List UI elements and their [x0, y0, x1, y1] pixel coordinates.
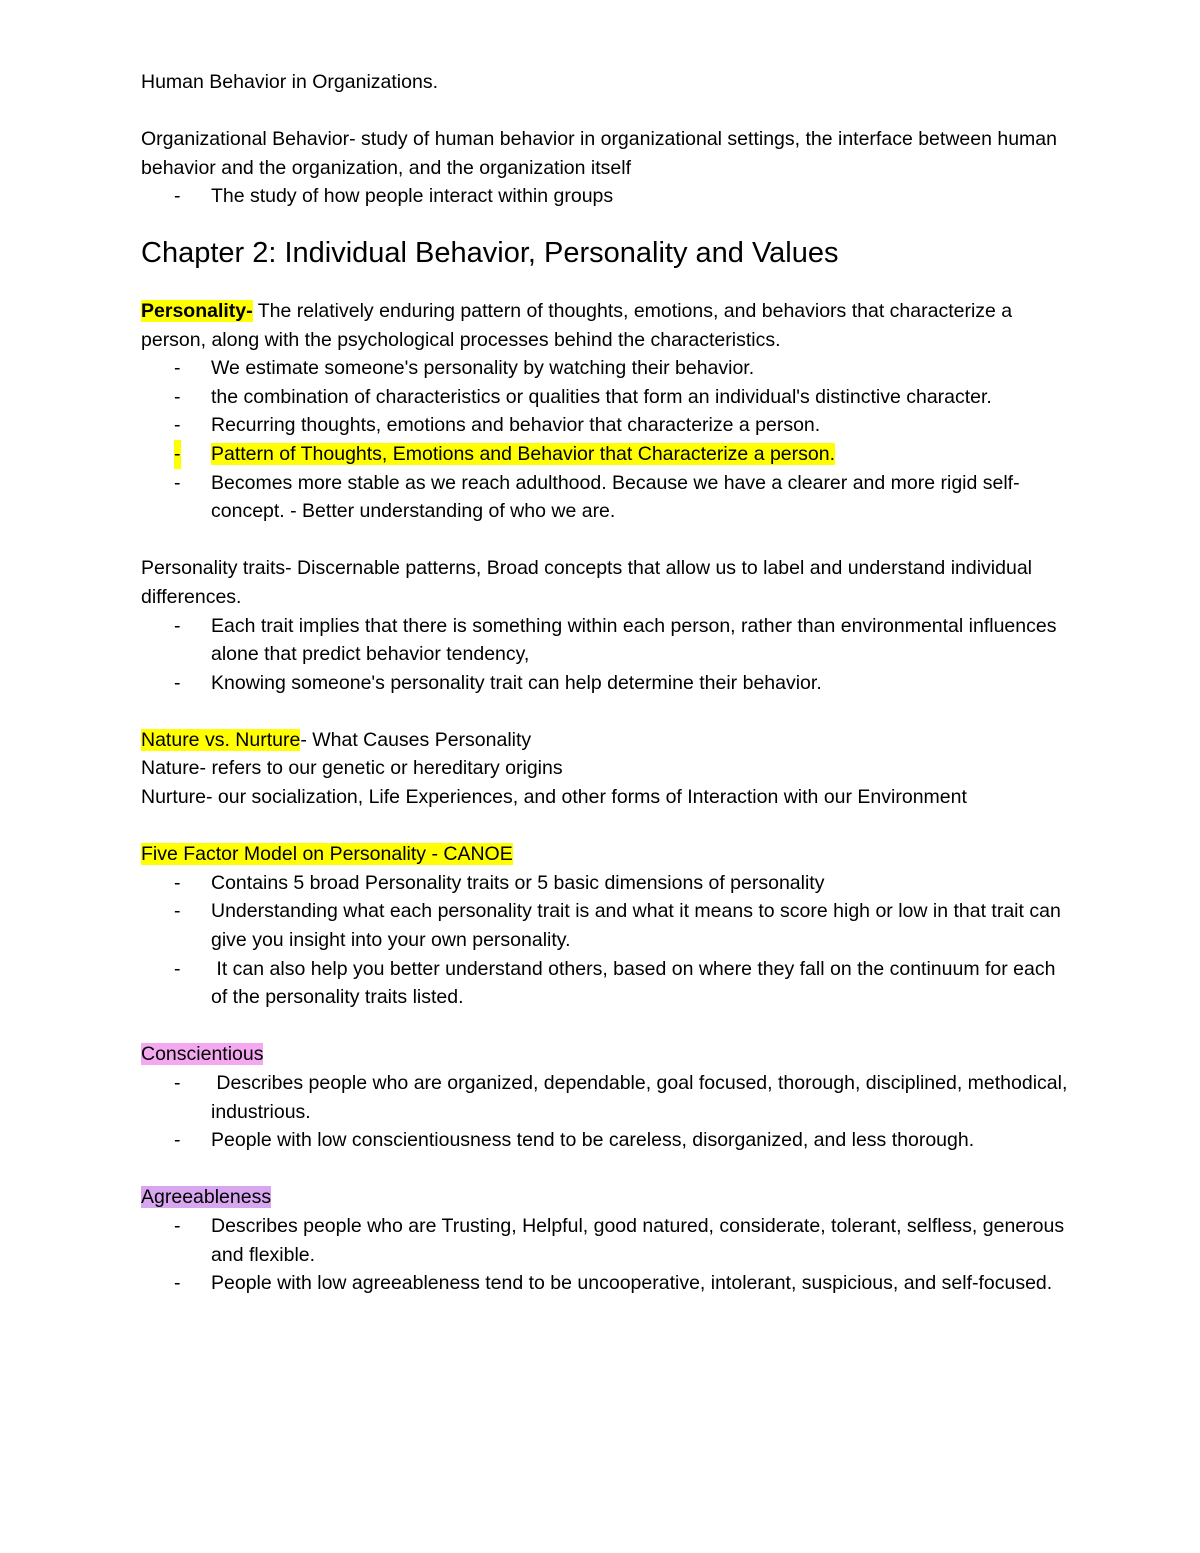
spacer [141, 1012, 1071, 1041]
personality-definition [141, 297, 1071, 354]
list-item: - Describes people who are organized, dependable, goal focused, thorough, disciplined, methodical, industrious. [141, 1069, 1071, 1126]
list-item: - Becomes more stable as we reach adulthood. Because we have a clearer and more rigid self- concept. - Better understanding of who we are. [141, 469, 1071, 526]
dash-bullet: - [174, 185, 181, 208]
ffm-bullet-list [141, 869, 1071, 1012]
dash-bullet: - [174, 614, 181, 637]
spacer [141, 97, 1071, 126]
list-item: - the combination of characteristics or qualities that form an individual's distinctive character. [141, 383, 1071, 412]
ffm-heading: Five Factor Model on Personality - CANOE [141, 843, 513, 866]
dash-bullet: - [174, 414, 181, 437]
dash-bullet: - [174, 385, 181, 408]
list-item: - It can also help you better understand others, based on where they fall on the continuum for each of the personality traits listed. [141, 955, 1071, 1012]
ob-definition-text: - study of human behavior in organizational settings, the interface between human behavior and the organization, and the organization itself [141, 128, 1057, 179]
dash-bullet: - [174, 871, 181, 894]
spacer [141, 697, 1071, 726]
conscientious-bullet-list [141, 1069, 1071, 1155]
personality-definition-text: The relatively enduring pattern of thoughts, emotions, and behaviors that characterize a person, along with the psychological processes behind the characteristics. [141, 299, 1013, 351]
list-item: - We estimate someone's personality by watching their behavior. [141, 354, 1071, 383]
highlighted-list-item: - Pattern of Thoughts, Emotions and Behavior that Characterize a person. [141, 440, 1071, 469]
spacer [141, 812, 1071, 841]
spacer [141, 1155, 1071, 1184]
dash-bullet: - [174, 357, 181, 380]
ob-term: Organizational Behavior [141, 128, 350, 151]
list-item: - Each trait implies that there is something within each person, rather than environmental influences alone that predict behavior tendency, [141, 612, 1071, 669]
dash-bullet: - [174, 1129, 181, 1152]
list-item: - Recurring thoughts, emotions and behavior that characterize a person. [141, 411, 1071, 440]
chapter-heading: Chapter 2: Individual Behavior, Personality and Values [141, 236, 839, 269]
dash-bullet: - [174, 671, 181, 694]
conscientious-heading: Conscientious [141, 1043, 264, 1066]
list-item: - The study of how people interact within groups [141, 182, 1071, 211]
nurture-line: Nurture- our socialization, Life Experiences, and other forms of Interaction with our Environment [141, 786, 967, 809]
list-item: - Contains 5 broad Personality traits or 5 basic dimensions of personality [141, 869, 1071, 898]
dash-bullet: - [174, 900, 181, 923]
personality-bullet-list [141, 354, 1071, 526]
traits-intro: Personality traits- Discernable patterns, Broad concepts that allow us to label and understand individual differences. [141, 557, 1033, 608]
document-title: Human Behavior in Organizations. [141, 71, 438, 93]
nature-line: Nature- refers to our genetic or hereditary origins [141, 757, 563, 780]
dash-bullet: - [174, 957, 181, 980]
agreeableness-heading: Agreeableness [141, 1186, 272, 1209]
ob-bullet-list [141, 182, 1071, 211]
dash-bullet: - [174, 1072, 181, 1094]
personality-term: Personality- [141, 299, 253, 322]
dash-bullet: - [174, 440, 181, 469]
ob-definition [141, 125, 1071, 182]
list-item: - Understanding what each personality trait is and what it means to score high or low in that trait can give you insight into your own personality. [141, 897, 1071, 954]
list-item: - Describes people who are Trusting, Helpful, good natured, considerate, tolerant, selfless, generous and flexible. [141, 1212, 1071, 1269]
traits-bullet-list [141, 612, 1071, 698]
dash-bullet: - [174, 1214, 181, 1237]
spacer [141, 526, 1071, 555]
list-item: - People with low agreeableness tend to be uncooperative, intolerant, suspicious, and self-focused. [141, 1269, 1071, 1298]
document-page [141, 68, 1071, 1298]
nature-nurture-heading: Nature vs. Nurture- What Causes Personality [141, 728, 532, 751]
list-item: - Knowing someone's personality trait can help determine their behavior. [141, 669, 1071, 698]
agreeableness-bullet-list [141, 1212, 1071, 1298]
dash-bullet: - [174, 1272, 181, 1295]
nature-nurture-term: Nature vs. Nurture [141, 728, 301, 751]
list-item: - People with low conscientiousness tend to be careless, disorganized, and less thorough. [141, 1126, 1071, 1155]
dash-bullet: - [174, 471, 181, 494]
